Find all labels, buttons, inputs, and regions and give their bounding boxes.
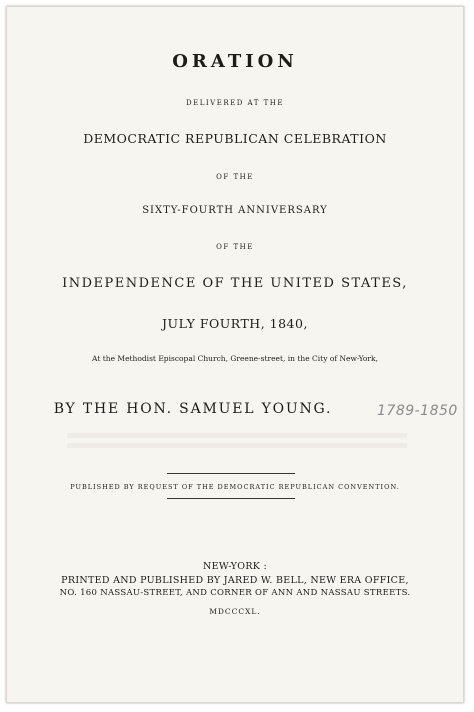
published-by-line: PUBLISHED BY REQUEST OF THE DEMOCRATIC REPUBLICAN CONVENTION. [70,483,400,491]
author-line: BY THE HON. SAMUEL YOUNG. [53,401,333,417]
venue-line: At the Methodist Episcopal Church, Greene-street, in the City of New-York, [92,354,378,363]
bleed-through-shadow [67,443,407,448]
city-line: NEW-YORK : [202,561,268,572]
date-line: JULY FOURTH, 1840, [162,316,308,331]
year-line: MDCCCXL. [209,607,261,616]
top-rule [167,473,295,474]
anniversary-line: SIXTY-FOURTH ANNIVERSARY [142,205,328,216]
address-line: NO. 160 NASSAU-STREET, AND CORNER OF ANN AND NASSAU STREETS. [59,588,411,598]
of-the-line-2: OF THE [216,243,254,251]
bleed-through-shadow [67,433,407,438]
handwritten-annotation: 1789-1850 [377,403,458,419]
of-the-line-1: OF THE [216,173,254,181]
oration-title: ORATION [172,51,298,72]
title-page [6,6,464,703]
delivered-line: DELIVERED AT THE [186,99,284,107]
bottom-rule [167,498,295,499]
celebration-line: DEMOCRATIC REPUBLICAN CELEBRATION [83,131,387,146]
printer-line: PRINTED AND PUBLISHED BY JARED W. BELL, NEW ERA OFFICE, [61,575,409,586]
independence-line: INDEPENDENCE OF THE UNITED STATES, [62,276,408,291]
